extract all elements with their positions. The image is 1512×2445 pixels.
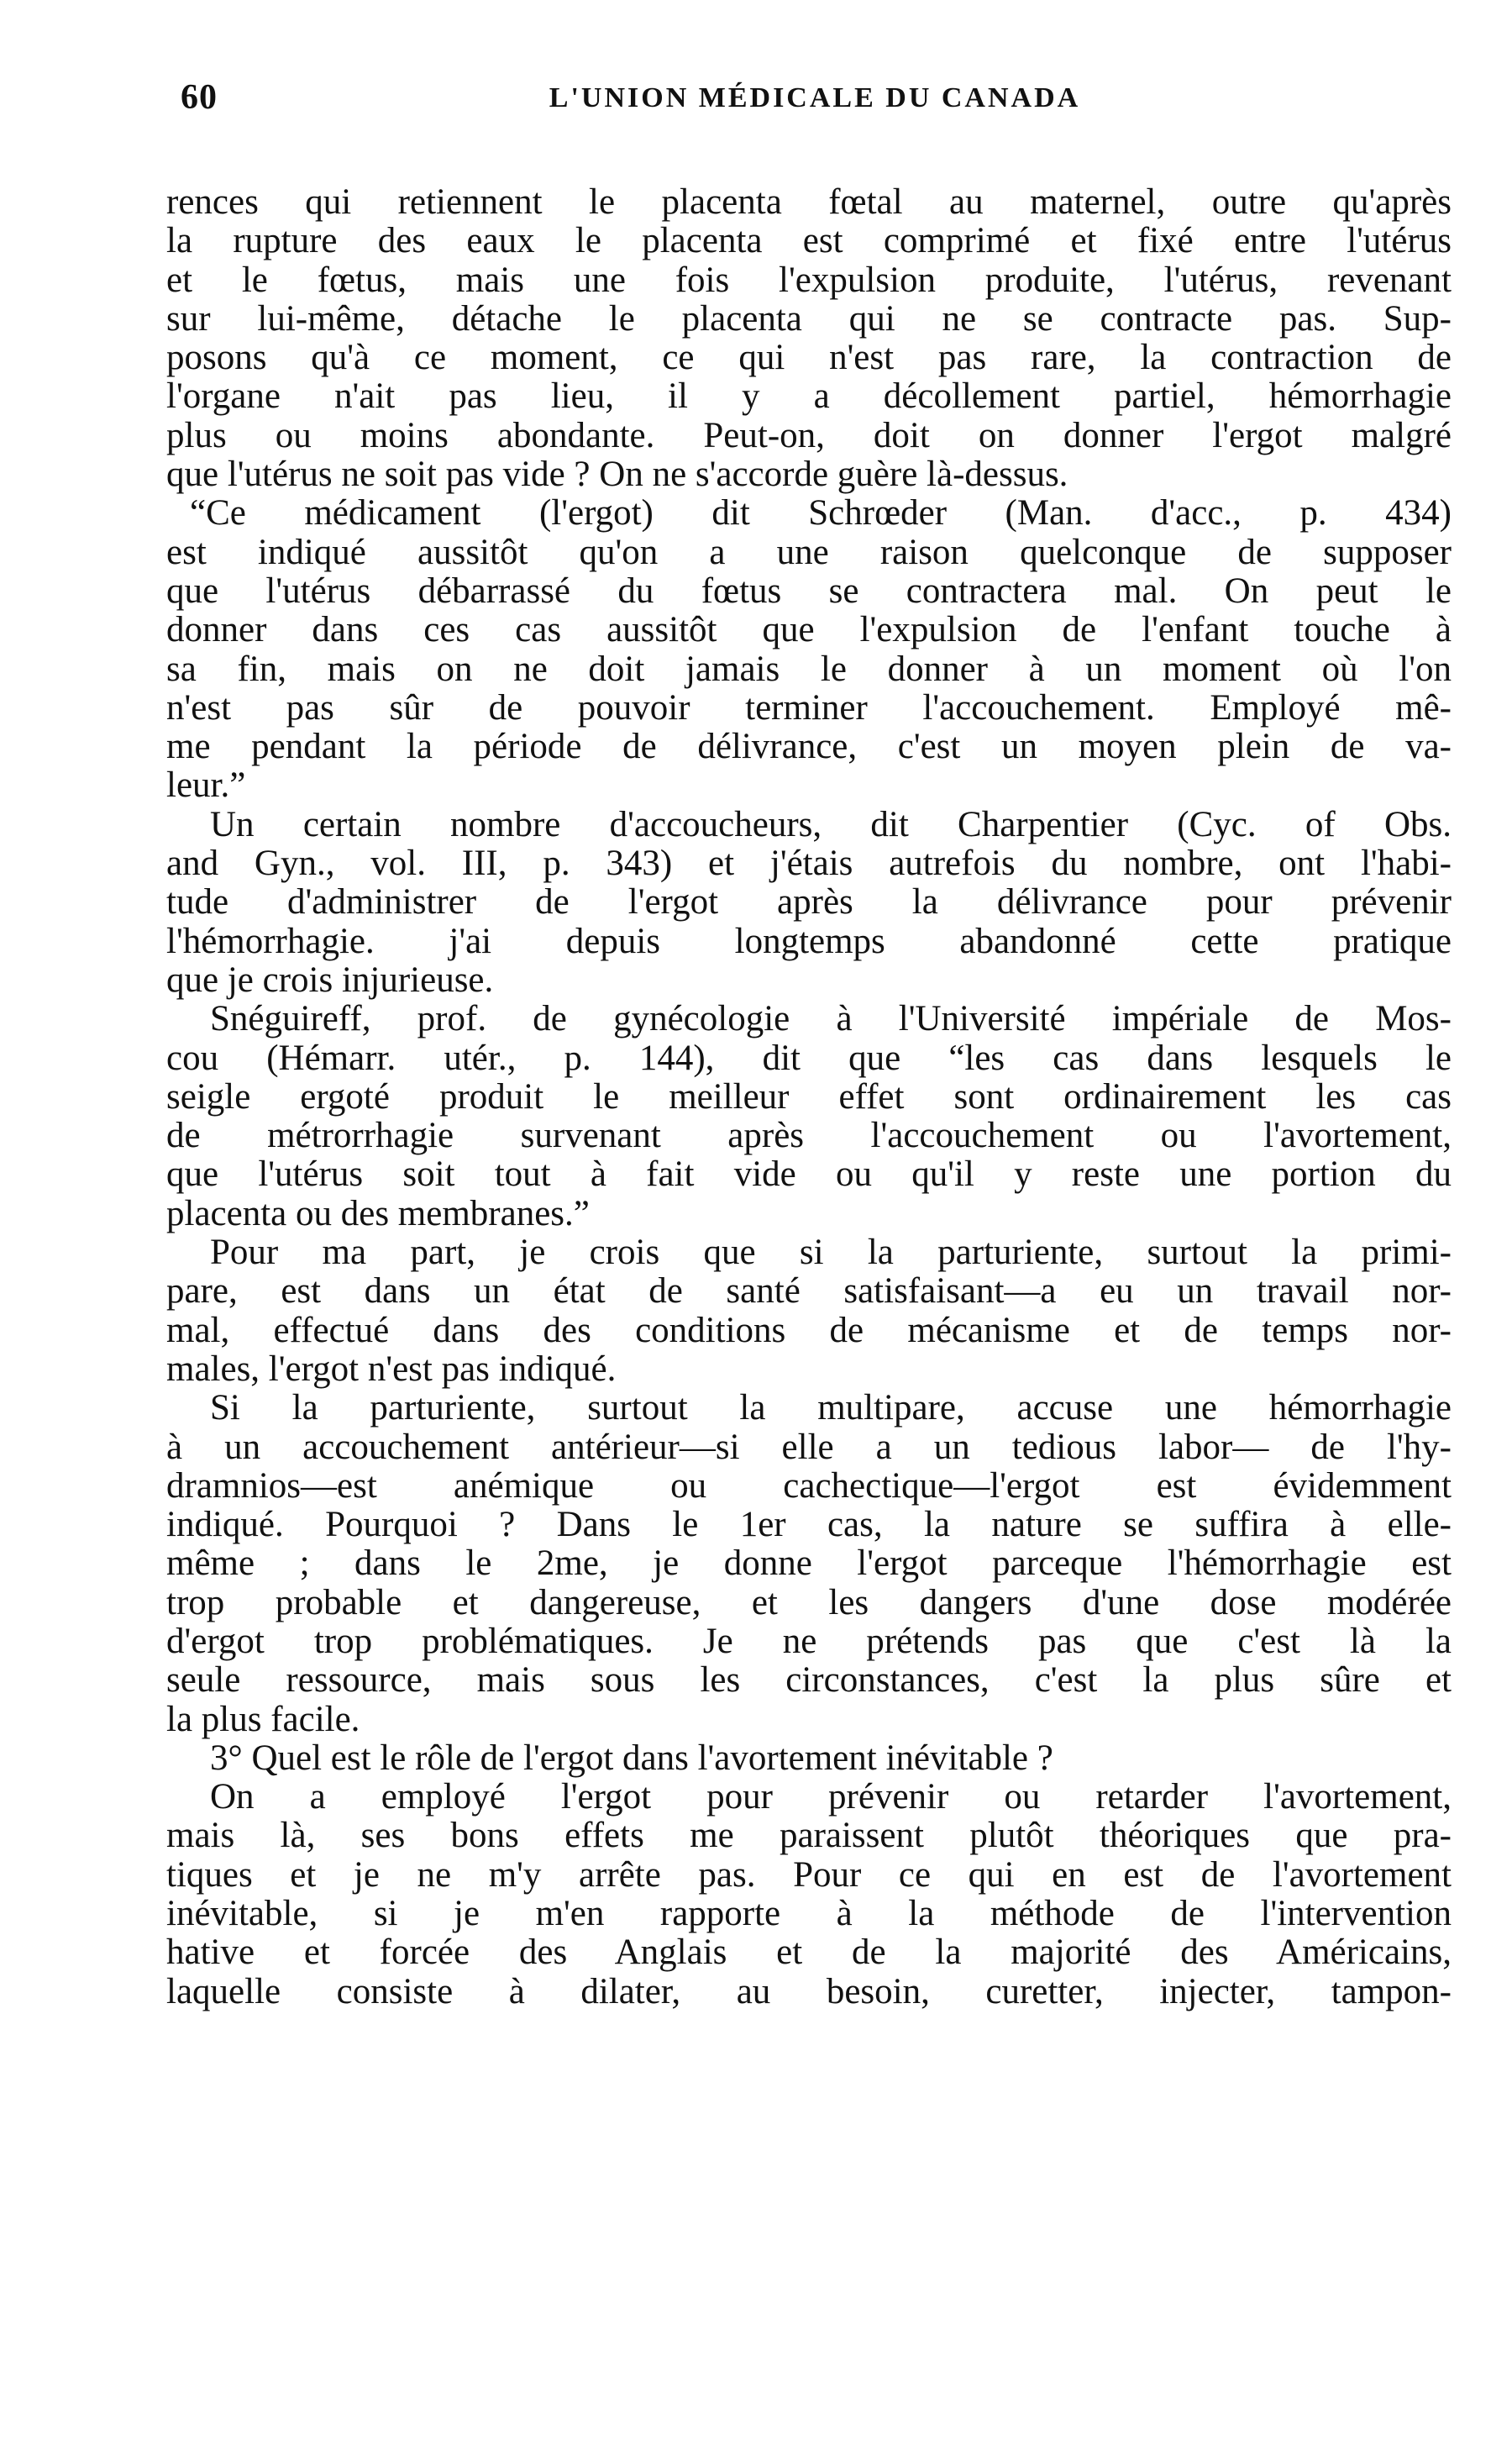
text-line: la plus facile. [166,1700,360,1739]
text-line: dramnios—est anémique ou cachectique—l'ergot est évidemment [166,1466,1452,1506]
text-line: que l'utérus soit tout à fait vide ou qu'il y reste une portion du [166,1155,1452,1195]
text-line: leur.” [166,766,246,806]
text-line: posons qu'à ce moment, ce qui n'est pas rare, la contraction de [166,339,1452,378]
page-number: 60 [181,78,218,117]
text-line: hative et forcée des Anglais et de la majorité des Américains, [166,1933,1452,1973]
running-head [181,77,1449,128]
text-line: Un certain nombre d'accoucheurs, dit Charpentier (Cyc. of Obs. [210,805,1452,844]
body-text [166,183,1452,2011]
text-line: que l'utérus ne soit pas vide ? On ne s'accorde guère là-dessus. [166,455,1068,495]
text-line: sa fin, mais on ne doit jamais le donner à un moment où l'on [166,649,1452,689]
text-line: d'ergot trop problématiques. Je ne prétends pas que c'est là la [166,1622,1452,1661]
text-line: de métrorrhagie survenant après l'accouchement ou l'avortement, [166,1117,1452,1156]
text-line: tiques et je ne m'y arrête pas. Pour ce qui en est de l'avortement [166,1855,1452,1895]
text-line: donner dans ces cas aussitôt que l'expulsion de l'enfant touche à [166,611,1452,650]
text-line: mal, effectué dans des conditions de mécanisme et de temps nor- [166,1311,1452,1350]
text-line: l'organe n'ait pas lieu, il y a décollement partiel, hémorrhagie [166,377,1452,417]
text-line: placenta ou des membranes.” [166,1194,590,1233]
text-line: seigle ergoté produit le meilleur effet sont ordinairement les cas [166,1077,1452,1117]
text-line: laquelle consiste à dilater, au besoin, curetter, injecter, tampon- [166,1972,1452,2011]
text-line: même ; dans le 2me, je donne l'ergot parceque l'hémorrhagie est [166,1544,1452,1584]
text-line: que je crois injurieuse. [166,960,494,1000]
text-line: est indiqué aussitôt qu'on a une raison quelconque de supposer [166,533,1452,572]
text-line: rences qui retiennent le placenta fœtal au maternel, outre qu'après [166,183,1452,222]
text-line: me pendant la période de délivrance, c'est un moyen plein de va- [166,728,1452,767]
text-line: à un accouchement antérieur—si elle a un tedious labor— de l'hy- [166,1428,1452,1467]
text-line: mais là, ses bons effets me paraissent plutôt théoriques que pra- [166,1817,1452,1856]
text-line: trop probable et dangereuse, et les dangers d'une dose modérée [166,1583,1452,1622]
text-line: n'est pas sûr de pouvoir terminer l'accouchement. Employé mê- [166,688,1452,728]
text-line: Snéguireff, prof. de gynécologie à l'Université impériale de Mos- [210,1000,1452,1039]
text-line: tude d'administrer de l'ergot après la délivrance pour prévenir [166,883,1452,923]
text-line: indiqué. Pourquoi ? Dans le 1er cas, la nature se suffira à elle- [166,1506,1452,1545]
text-line: Pour ma part, je crois que si la parturiente, surtout la primi- [210,1233,1452,1273]
text-line: “Ce médicament (l'ergot) dit Schrœder (Man. d'acc., p. 434) [190,494,1452,534]
text-line: l'hémorrhagie. j'ai depuis longtemps abandonné cette pratique [166,922,1452,961]
text-line: On a employé l'ergot pour prévenir ou retarder l'avortement, [210,1778,1452,1817]
text-line: inévitable, si je m'en rapporte à la méthode de l'intervention [166,1895,1452,1934]
text-line: Si la parturiente, surtout la multipare, accuse une hémorrhagie [210,1389,1452,1428]
text-line: males, l'ergot n'est pas indiqué. [166,1349,617,1389]
text-line: la rupture des eaux le placenta est comprimé et fixé entre l'utérus [166,222,1452,261]
text-line: que l'utérus débarrassé du fœtus se contractera mal. On peut le [166,571,1452,611]
text-line: seule ressource, mais sous les circonstances, c'est la plus sûre et [166,1661,1452,1701]
journal-title: L'UNION MÉDICALE DU CANADA [549,82,1081,113]
text-line: sur lui-même, détache le placenta qui ne se contracte pas. Sup- [166,299,1452,339]
text-line: and Gyn., vol. III, p. 343) et j'étais autrefois du nombre, ont l'habi- [166,844,1452,884]
text-line: 3° Quel est le rôle de l'ergot dans l'avortement inévitable ? [210,1738,1053,1778]
text-line: et le fœtus, mais une fois l'expulsion produite, l'utérus, revenant [166,260,1452,300]
text-line: plus ou moins abondante. Peut-on, doit on donner l'ergot malgré [166,416,1452,455]
text-line: pare, est dans un état de santé satisfaisant—a eu un travail nor- [166,1272,1452,1312]
text-line: cou (Hémarr. utér., p. 144), dit que “les cas dans lesquels le [166,1038,1452,1078]
